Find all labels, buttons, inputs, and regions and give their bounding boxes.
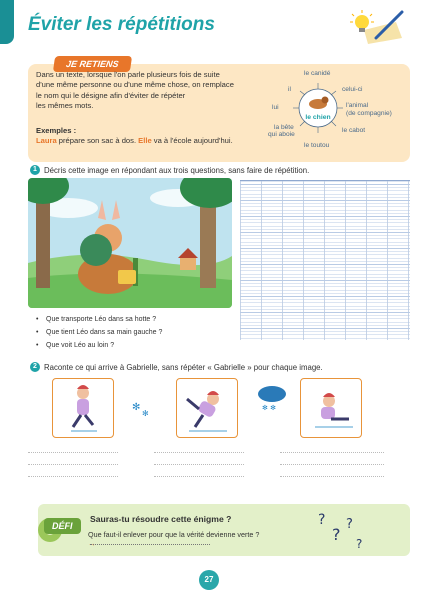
svg-text:✻: ✻	[142, 409, 149, 418]
header-corner	[0, 0, 14, 44]
question-item: • Que transporte Léo dans sa hotte ?	[46, 316, 156, 323]
exercise-2-number: 2	[30, 362, 40, 372]
retiens-tag: JE RETIENS	[53, 56, 132, 72]
page-title: Éviter les répétitions	[28, 14, 215, 35]
examples-label: Exemples :	[36, 126, 77, 135]
wheel-label: le canidé	[304, 70, 331, 77]
answer-line[interactable]	[90, 544, 210, 545]
example-sentence	[36, 136, 233, 145]
page-number: 27	[199, 570, 219, 590]
wheel-label: il	[288, 86, 291, 93]
wheel-label: qui aboie	[268, 131, 295, 138]
synonym-wheel	[266, 66, 410, 162]
defi-question: Sauras-tu résoudre cette énigme ?	[90, 514, 232, 524]
svg-text:✻: ✻	[132, 402, 141, 413]
answer-line[interactable]	[280, 452, 384, 453]
svg-text:?: ?	[346, 517, 353, 532]
skater-icon	[53, 379, 115, 439]
svg-text:?: ?	[318, 512, 326, 528]
defi-tag: DÉFI	[44, 518, 81, 534]
falling-skater-icon	[177, 379, 239, 439]
retiens-text	[36, 70, 256, 112]
svg-text:?: ?	[332, 525, 341, 544]
svg-text:?: ?	[356, 537, 363, 551]
question-marks-icon	[316, 510, 370, 554]
answer-line[interactable]	[154, 452, 244, 453]
wheel-label: celui-ci	[342, 86, 363, 93]
wheel-label: (de compagnie)	[346, 110, 392, 117]
example-text: prépare son sac à dos.	[56, 136, 139, 145]
wheel-label: le toutou	[304, 142, 330, 149]
svg-text:✻ ✻: ✻ ✻	[262, 404, 276, 412]
gabrielle-image-1	[52, 378, 114, 438]
wheel-label: l'animal	[346, 102, 369, 109]
answer-line[interactable]	[28, 452, 118, 453]
answer-line[interactable]	[154, 464, 244, 465]
exercise-1-instruction: Décris cette image en répondant aux trois questions, sans faire de répétition.	[44, 166, 310, 175]
example-pronoun: Elle	[138, 136, 152, 145]
wheel-label: le cabot	[342, 127, 366, 134]
answer-line[interactable]	[280, 476, 384, 477]
retiens-line: le nom qui le désigne afin d'éviter de répéter	[36, 90, 186, 100]
answer-line[interactable]	[280, 464, 384, 465]
gabrielle-image-3	[300, 378, 362, 438]
answer-line[interactable]	[154, 476, 244, 477]
wheel-label: lui	[272, 104, 279, 111]
exercise-1-number: 1	[30, 165, 40, 175]
question-item: • Que tient Léo dans sa main gauche ?	[46, 329, 162, 336]
question-item: • Que voit Léo au loin ?	[46, 342, 114, 349]
retiens-line: d'une même personne ou d'une même chose, on remplace	[36, 80, 234, 90]
lightbulb-pencil-icon	[346, 8, 406, 48]
snow-cloud-icon	[254, 384, 290, 414]
snowflake-icon	[130, 398, 154, 418]
defi-riddle: Que faut-il enlever pour que la vérité devienne verte ?	[88, 530, 260, 539]
forest-scene-illustration	[28, 178, 232, 308]
retiens-line: les mêmes mots.	[36, 101, 94, 111]
sitting-skater-icon	[301, 379, 363, 439]
example-subject: Laura	[36, 136, 57, 145]
answer-line[interactable]	[28, 476, 118, 477]
gabrielle-image-2	[176, 378, 238, 438]
writing-grid[interactable]	[240, 180, 410, 340]
example-text: va à l'école aujourd'hui.	[151, 136, 233, 145]
wheel-center: le chien	[305, 114, 331, 121]
answer-line[interactable]	[28, 464, 118, 465]
wheel-label: la bête	[274, 124, 294, 131]
exercise-2-instruction: Raconte ce qui arrive à Gabrielle, sans répéter « Gabrielle » pour chaque image.	[44, 363, 323, 372]
retiens-line: Dans un texte, lorsque l'on parle plusieurs fois de suite	[36, 70, 220, 79]
arrow-icon: →	[88, 539, 96, 548]
